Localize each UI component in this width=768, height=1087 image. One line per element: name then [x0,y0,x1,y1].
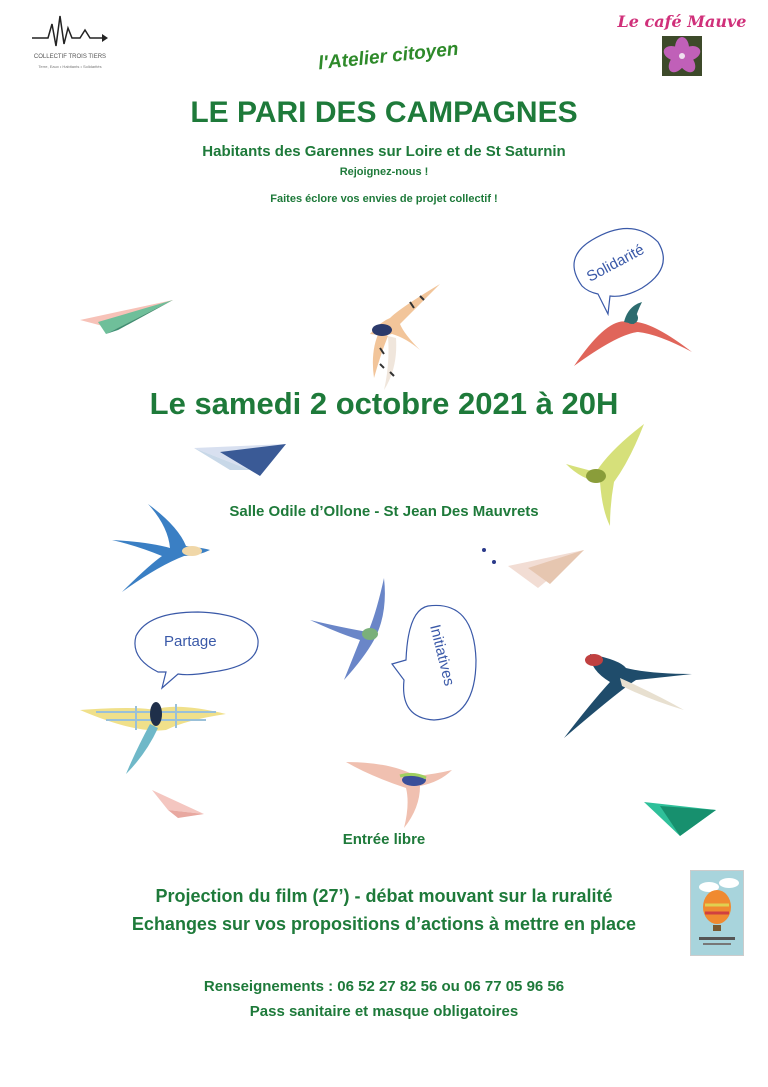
bubble-initiatives-text: Initiatives [426,622,458,688]
paper-plane-illustration [78,292,178,342]
sanitary-notice: Pass sanitaire et masque obligatoires [249,1003,519,1020]
join-text: Rejoignez-nous ! [339,166,429,178]
heartbeat-icon [30,10,110,50]
bubble-solidarite-text: Solidarité [583,241,648,286]
event-venue: Salle Odile d’Ollone - St Jean Des Mauvrets [229,503,539,520]
subtitle: Habitants des Garennes sur Loire et de St Saturnin [202,143,566,160]
program-line-1: Projection du film (27’) - débat mouvant sur la ruralité [155,886,613,906]
atelier-citoyen-logo: l'Atelier citoyen [317,38,460,75]
collectif-tagline: Terre, Eaux • Habitants • Solidarités [38,64,102,69]
paper-plane-illustration [190,440,290,480]
bubble-solidarite [562,218,672,318]
collectif-logo [30,10,110,70]
contact-phones: Renseignements : 06 52 27 82 56 ou 06 77 05 96 56 [203,978,565,995]
bubble-partage [128,608,268,690]
tagline: Faites éclore vos envies de projet collectif ! [270,193,498,205]
bubble-partage-text: Partage [164,633,217,650]
swallow-illustration [340,752,460,832]
event-date: Le samedi 2 octobre 2021 à 20H [149,386,619,421]
page-title: LE PARI DES CAMPAGNES [190,96,578,129]
mallow-flower-image [662,36,702,76]
bubble-initiatives [390,600,480,724]
collectif-name: COLLECTIF TROIS TIERS [33,54,107,60]
cafe-mauve-logo [612,12,752,80]
program-line-2: Echanges sur vos propositions d’actions à mettre en place [131,914,637,934]
entry-text: Entrée libre [342,831,426,848]
swallow-illustration [304,574,394,684]
swallow-illustration [340,278,450,398]
cafe-mauve-text: Le café Mauve [617,12,747,31]
paper-plane-illustration [478,542,588,592]
swallow-illustration [76,690,236,780]
paper-plane-illustration [148,786,208,822]
swallow-illustration [560,634,700,744]
film-poster-image [690,870,744,956]
